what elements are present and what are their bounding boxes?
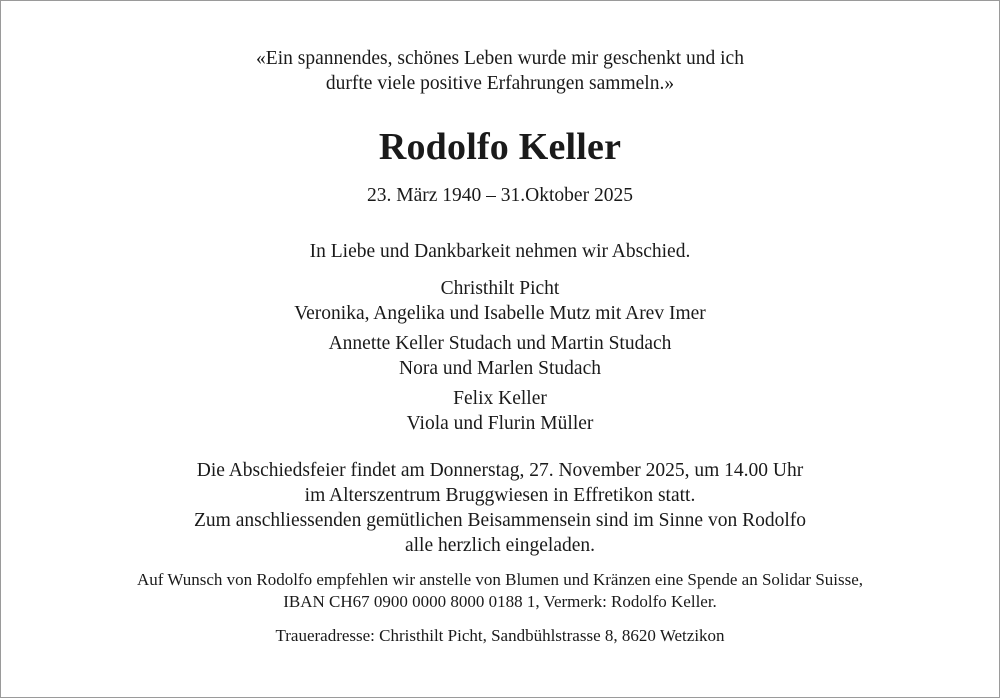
donation-line-1: Auf Wunsch von Rodolfo empfehlen wir anstelle von Blumen und Kränzen eine Spende an Solidar Suisse, xyxy=(136,570,864,589)
mourner-group-3-line-1: Felix Keller xyxy=(453,388,547,409)
ceremony-line-3: Zum anschliessenden gemütlichen Beisammensein sind im Sinne von Rodolfo xyxy=(194,510,806,531)
mourning-address: Traueradresse: Christhilt Picht, Sandbühlstrasse 8, 8620 Wetzikon xyxy=(275,626,725,645)
ceremony-line-4: alle herzlich eingeladen. xyxy=(404,535,596,556)
motto-line-1: «Ein spannendes, schönes Leben wurde mir geschenkt und ich xyxy=(256,48,744,69)
mourner-group-2-line-1: Annette Keller Studach und Martin Studach xyxy=(328,333,672,354)
farewell-text: In Liebe und Dankbarkeit nehmen wir Abschied. xyxy=(309,241,691,262)
mourner-group-2-line-2: Nora und Marlen Studach xyxy=(399,358,601,379)
motto-line-2: durfte viele positive Erfahrungen sammeln.» xyxy=(325,73,675,94)
ceremony-line-1: Die Abschiedsfeier findet am Donnerstag, 27. November 2025, um 14.00 Uhr xyxy=(196,460,804,481)
mourner-group-3-line-2: Viola und Flurin Müller xyxy=(406,413,594,434)
donation-line-2: IBAN CH67 0900 0000 8000 0188 1, Vermerk: Rodolfo Keller. xyxy=(283,592,717,611)
ceremony-line-2: im Alterszentrum Bruggwiesen in Effretikon statt. xyxy=(304,485,696,506)
life-dates: 23. März 1940 – 31.Oktober 2025 xyxy=(367,185,633,206)
mourner-group-1-line-1: Christhilt Picht xyxy=(440,278,560,299)
deceased-name: Rodolfo Keller xyxy=(378,126,622,168)
mourner-group-1-line-2: Veronika, Angelika und Isabelle Mutz mit Arev Imer xyxy=(294,303,706,324)
